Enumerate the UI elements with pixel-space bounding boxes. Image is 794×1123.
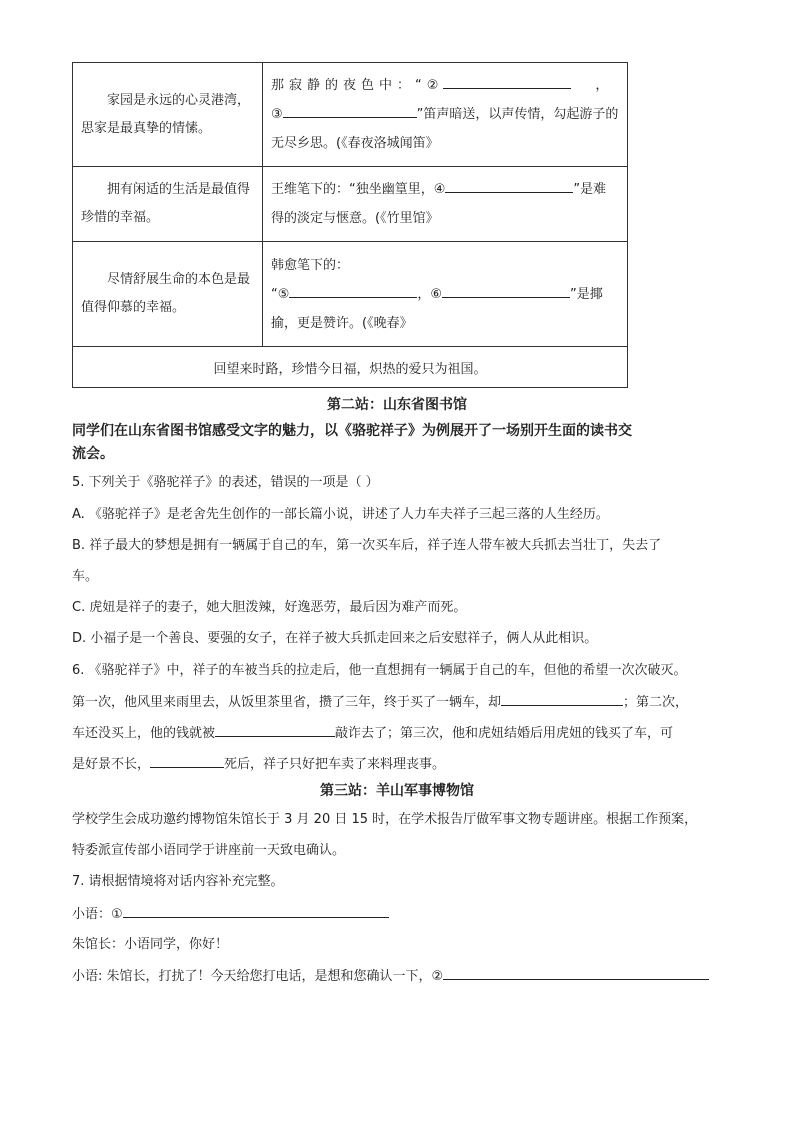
- table-row: [73, 347, 628, 388]
- summary-cell: 回望来时路，珍惜今日福，炽热的爱只为祖国。: [73, 347, 628, 388]
- poem-text: 韩愈笔下的：: [271, 257, 350, 273]
- option-b-cont: 车。: [72, 569, 99, 584]
- blank-dialogue-1[interactable]: [123, 902, 389, 918]
- blank-5[interactable]: [289, 282, 417, 298]
- poem-text: 王维笔下的：“独坐幽篁里，④: [271, 182, 446, 197]
- theme-text: 家园是永远的心灵港湾，思家是最真挚的情愫。: [81, 92, 251, 136]
- dialogue-line: 朱馆长：小语同学，你好！: [72, 937, 229, 952]
- poem-text: 那寂静的夜色中：“②: [271, 78, 444, 93]
- dialogue-line: [72, 964, 709, 984]
- blank-4[interactable]: [445, 177, 573, 193]
- question-6-line: [72, 690, 688, 710]
- blank-2[interactable]: [443, 73, 571, 89]
- question-5: 5. 下列关于《骆驼祥子》的表述，错误的一项是（ ）: [72, 475, 379, 490]
- theme-text: 尽情舒展生命的本色是最值得仰慕的幸福。: [81, 272, 251, 315]
- question-6-line: [72, 752, 445, 772]
- poem-cell: [263, 167, 628, 242]
- option-c[interactable]: C. 虎妞是祥子的妻子，她大胆泼辣，好逸恶劳，最后因为难产而死。: [72, 600, 467, 615]
- blank-second[interactable]: [215, 721, 335, 737]
- section-title: 第三站：羊山军事博物馆: [320, 783, 474, 799]
- question-text: 车还没买上，他的钱就被: [72, 726, 216, 741]
- theme-cell: [73, 63, 263, 167]
- dialogue-line: [72, 902, 389, 922]
- table-row: [73, 63, 628, 167]
- poem-cell: [263, 242, 628, 347]
- section-intro: 特委派宣传部小语同学于讲座前一天致电确认。: [72, 843, 346, 858]
- question-7: 7. 请根据情境将对话内容补充完整。: [72, 874, 284, 889]
- question-6: 6. 《骆驼祥子》中，祥子的车被当兵的拉走后，他一直想拥有一辆属于自己的车，但他的希望一次次破灭。: [72, 663, 687, 678]
- poem-text: ，: [595, 78, 614, 93]
- question-text: ；第二次，: [623, 695, 689, 710]
- poem-cell: [263, 63, 628, 167]
- poetry-table: [72, 62, 628, 388]
- section-intro: 同学们在山东省图书馆感受文字的魅力，以《骆驼祥子》为例展开了一场别开生面的读书交: [72, 423, 632, 439]
- section-title: 第二站：山东省图书馆: [327, 397, 467, 413]
- poem-text: ”笛声暗送，以声传情，勾起游子的无尽乡思。(《春夜洛城闻笛》: [271, 107, 619, 151]
- theme-text: 拥有闲适的生活是最值得珍惜的幸福。: [81, 182, 251, 225]
- question-6-line: [72, 721, 673, 741]
- question-text: 是好景不长，: [72, 757, 151, 772]
- poem-text: “⑤: [271, 286, 290, 302]
- option-b[interactable]: B. 祥子最大的梦想是拥有一辆属于自己的车，第一次买车后，祥子连人带车被大兵抓去当壮丁，失去了: [72, 538, 662, 553]
- poem-text: ”是难得的淡定与惬意。(《竹里馆》: [271, 182, 607, 226]
- blank-3[interactable]: [283, 102, 417, 118]
- question-text: 敲诈去了；第三次，他和虎妞结婚后用虎妞的钱买了车，可: [335, 726, 674, 741]
- poem-text: ”是揶揄，更是赞许。(《晚春》: [271, 286, 603, 331]
- section-intro: 学校学生会成功邀约博物馆朱馆长于 3 月 20 日 15 时，在学术报告厅做军事文物专题讲座。根据工作预案，: [72, 812, 698, 827]
- option-d[interactable]: D. 小福子是一个善良、要强的女子，在祥子被大兵抓走回来之后安慰祥子，俩人从此相识。: [72, 631, 598, 646]
- table-row: [73, 167, 628, 242]
- dialogue-text: 小语：①: [72, 907, 123, 922]
- dialogue-text: 小语: 朱馆长，打扰了！今天给您打电话，是想和您确认一下，②: [72, 969, 444, 984]
- blank-dialogue-2[interactable]: [443, 964, 709, 980]
- question-text: 死后，祥子只好把车卖了来料理丧事。: [224, 757, 446, 772]
- theme-cell: [73, 242, 263, 347]
- section-intro: 流会。: [72, 446, 114, 462]
- blank-6[interactable]: [442, 282, 570, 298]
- table-row: [73, 242, 628, 347]
- blank-first[interactable]: [501, 690, 623, 706]
- poem-text: ③: [271, 107, 283, 122]
- blank-third[interactable]: [150, 752, 224, 768]
- theme-cell: [73, 167, 263, 242]
- poem-text: ，⑥: [417, 286, 443, 302]
- question-text: 第一次，他风里来雨里去，从饭里茶里省，攒了三年，终于买了一辆车，却: [72, 695, 502, 710]
- option-a[interactable]: A. 《骆驼祥子》是老舍先生创作的一部长篇小说，讲述了人力车夫祥子三起三落的人生经历。: [72, 507, 609, 522]
